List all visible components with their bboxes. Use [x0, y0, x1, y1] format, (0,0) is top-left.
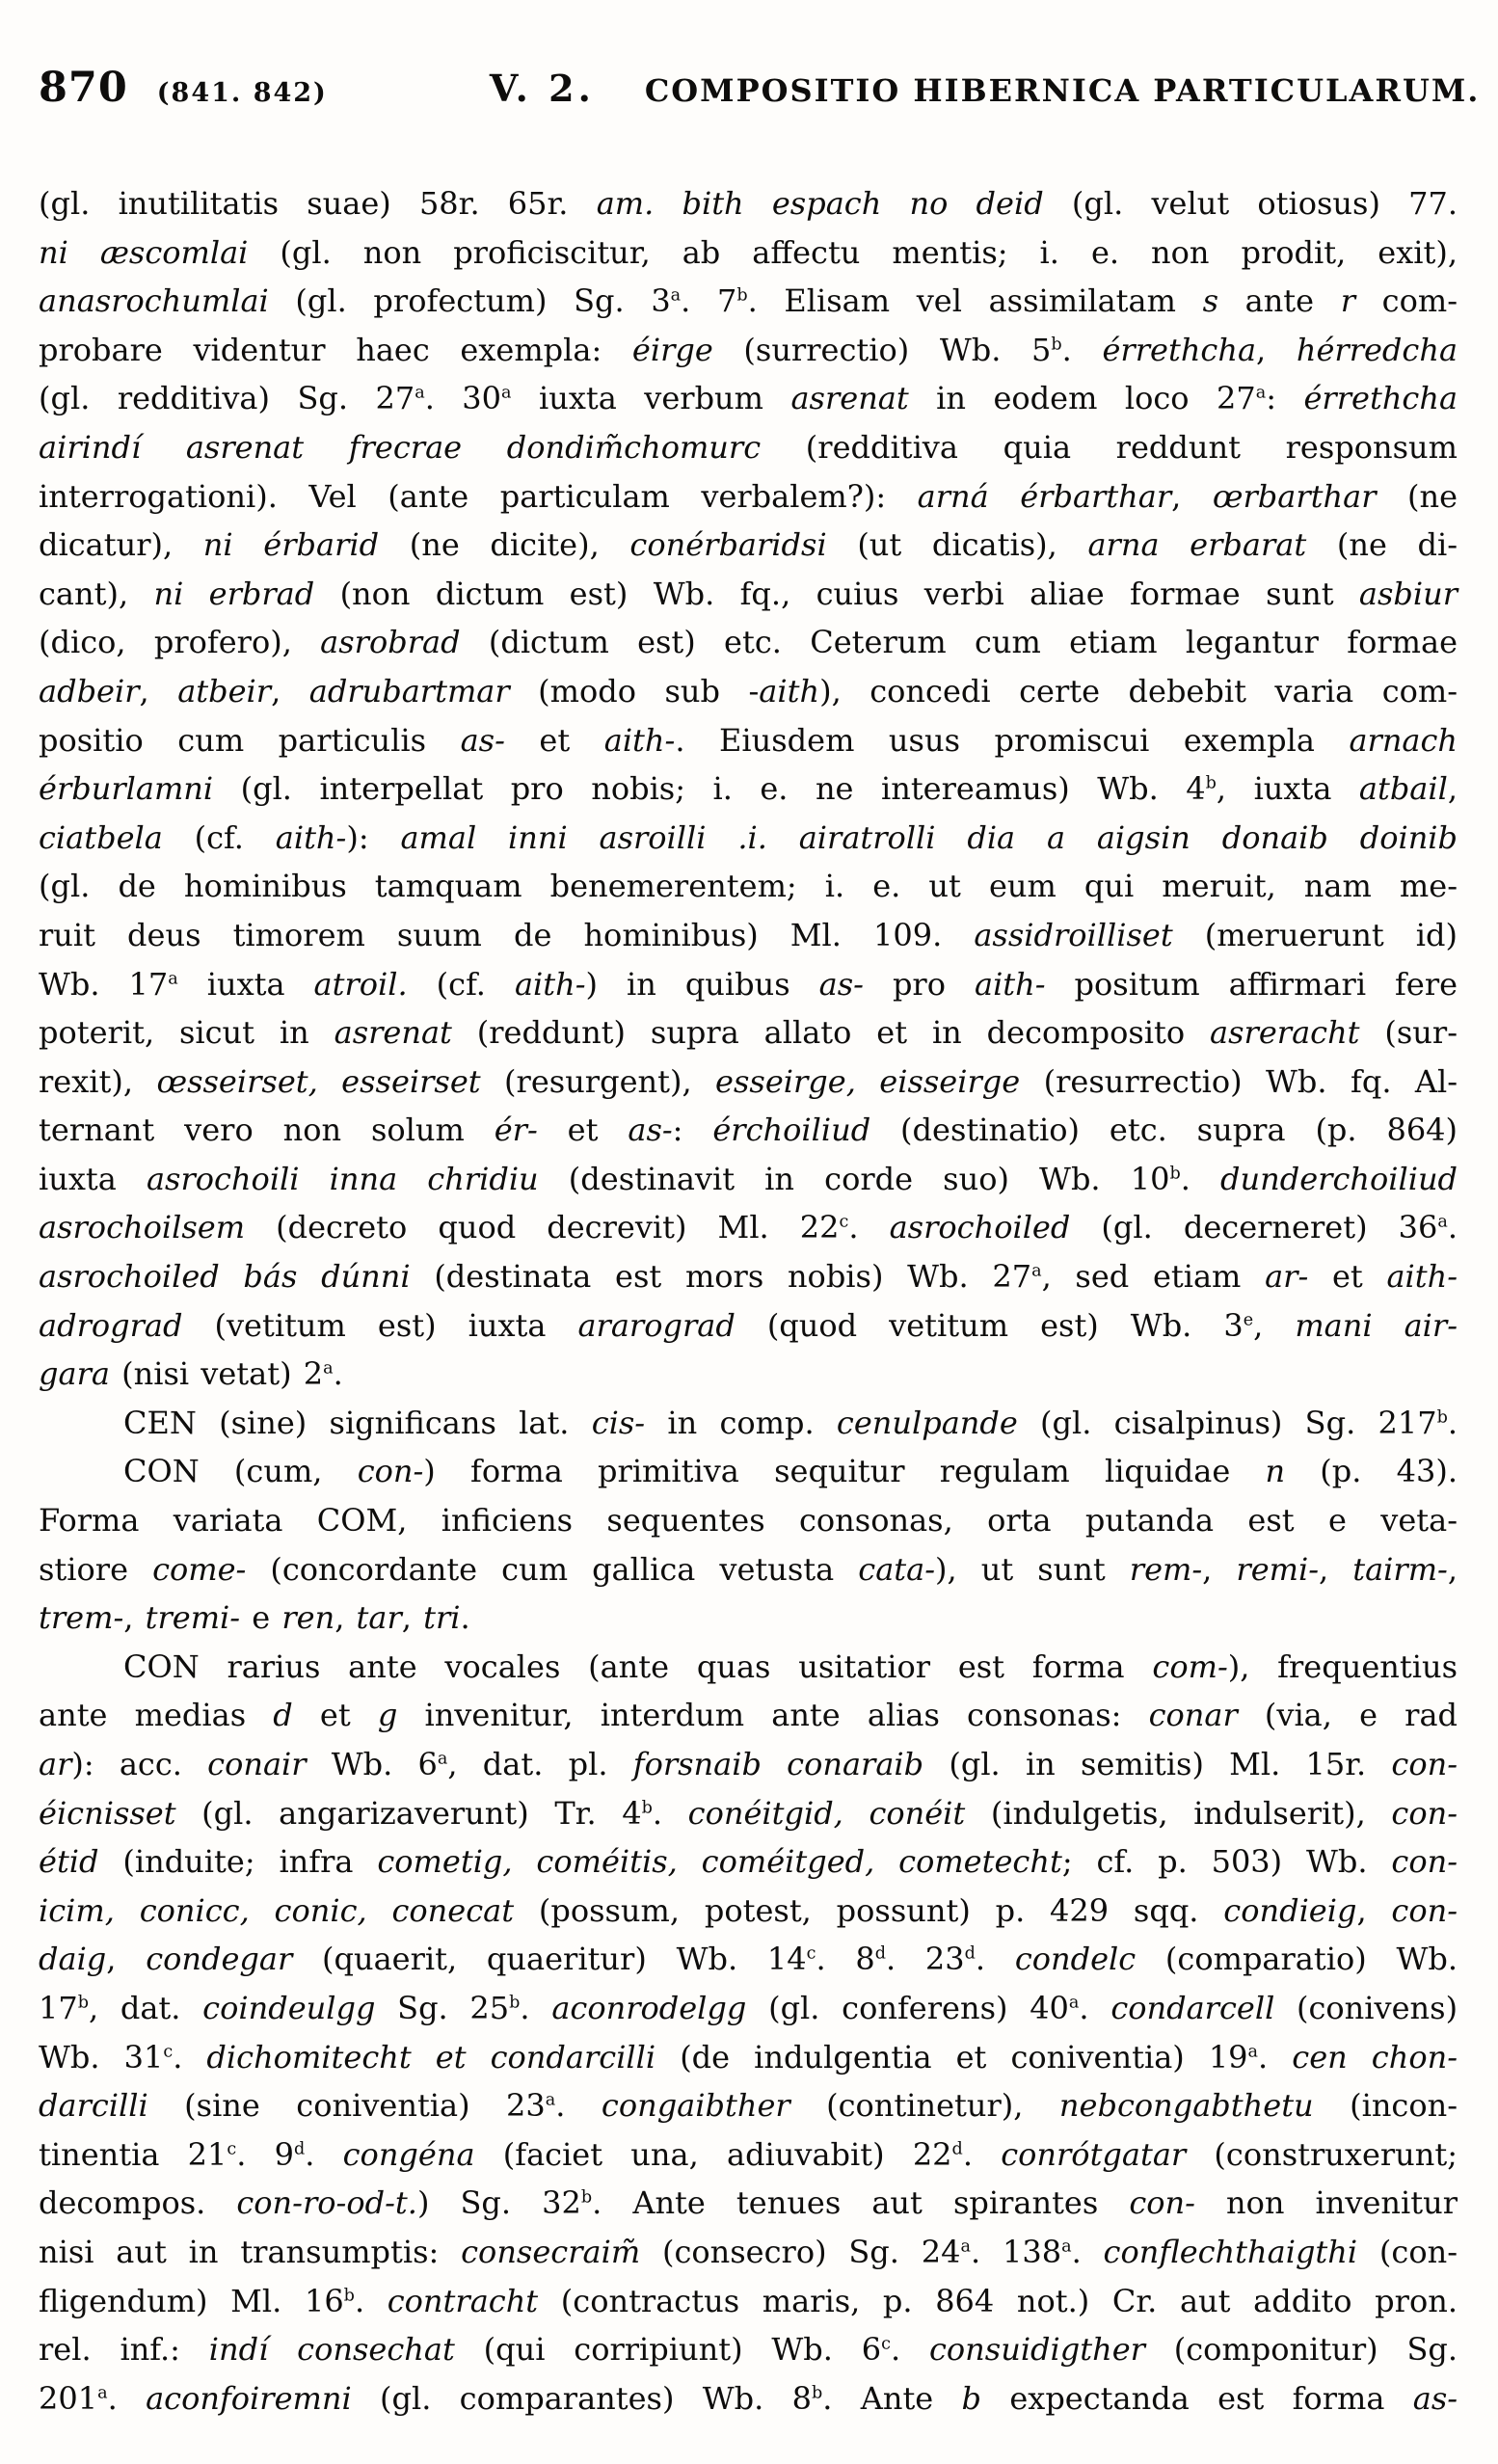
text-line: CON (cum, con-) forma primitiva sequitur regulam liquidae n (p. 43).: [123, 1453, 1458, 1490]
text-line: ciatbela (cf. aith-): amal inni asroilli .i. airatrolli dia a aigsin donaib doinib: [39, 818, 1458, 856]
text-line: ni æscomlai (gl. non proficiscitur, ab affectu mentis; i. e. non prodit, exit),: [39, 233, 1458, 271]
body-text: [39, 179, 1458, 2423]
text-line: étid (induite; infra cometig, coméitis, coméitged, cometecht; cf. p. 503) Wb. con-: [39, 1843, 1458, 1881]
paragraph: [39, 1447, 1458, 1642]
text-line: asrochoiled bás dúnni (destinata est mors nobis) Wb. 27$^a$, sed etiam ar- et aith-: [39, 1258, 1458, 1296]
text-line: dicatur), ni érbarid (ne dicite), conérbaridsi (ut dicatis), arna erbarat (ne di-: [39, 526, 1458, 564]
text-line: adbeir, atbeir, adrubartmar (modo sub -aith), concedi certe debebit varia com-: [39, 672, 1458, 710]
text-line: interrogationi). Vel (ante particulam verbalem?): arná érbarthar, œrbarthar (ne: [39, 477, 1458, 515]
text-line: icim, conicc, conic, conecat (possum, potest, possunt) p. 429 sqq. condieig, con-: [39, 1891, 1458, 1929]
text-line: tinentia 21$^c$. 9$^d$. congéna (faciet una, adiuvabit) 22$^d$. conrótgatar (construxerunt;: [39, 2135, 1458, 2173]
text-line: érburlamni (gl. interpellat pro nobis; i. e. ne intereamus) Wb. 4$^b$, iuxta atbail,: [39, 770, 1458, 808]
text-line: Wb. 31$^c$. dichomitecht et condarcilli (de indulgentia et coniventia) 19$^a$. cen chon-: [39, 2038, 1458, 2076]
page-header: [39, 64, 1481, 112]
text-line: (gl. redditiva) Sg. 27$^a$. 30$^a$ iuxta verbum asrenat in eodem loco 27$^a$: érrethcha: [39, 380, 1458, 417]
text-line: iuxta asrochoili inna chridiu (destinavit in corde suo) Wb. 10$^b$. dunderchoiliud: [39, 1160, 1458, 1197]
text-line: fligendum) Ml. 16$^b$. contracht (contractus maris, p. 864 not.) Cr. aut addito pron.: [39, 2282, 1458, 2319]
text-line: éicnisset (gl. angarizaverunt) Tr. 4$^b$. conéitgid, conéit (indulgetis, indulserit), con-: [39, 1794, 1458, 1832]
text-line: rexit), œsseirset, esseirset (resurgent), esseirge, eisseirge (resurrectio) Wb. fq. Al-: [39, 1062, 1458, 1100]
text-line: ternant vero non solum ér- et as-: érchoiliud (destinatio) etc. supra (p. 864): [39, 1111, 1458, 1149]
text-line: stiore come- (concordante cum gallica vetusta cata-), ut sunt rem-, remi-, tairm-,: [39, 1550, 1458, 1588]
text-line: gara (nisi vetat) 2$^a$.: [39, 1355, 343, 1393]
text-line: probare videntur haec exempla: éirge (surrectio) Wb. 5$^b$. érrethcha, hérredcha: [39, 331, 1458, 368]
text-line: nisi aut in transumptis: consecraim̃ (consecro) Sg. 24$^a$. 138$^a$. conflechthaigthi (con-: [39, 2233, 1458, 2270]
text-line: Wb. 17$^a$ iuxta atroil. (cf. aith-) in quibus as- pro aith- positum affirmari fere: [39, 965, 1458, 1003]
running-title: COMPOSITIO HIBERNICA PARTICULARUM.: [644, 72, 1481, 109]
text-line: trem-, tremi- e ren, tar, tri.: [39, 1599, 470, 1637]
text-line: ante medias d et g invenitur, interdum ante alias consonas: conar (via, e rad: [39, 1697, 1458, 1734]
text-line: positio cum particulis as- et aith-. Eiusdem usus promiscui exempla arnach: [39, 721, 1458, 759]
page-number: 870: [39, 64, 128, 112]
text-line: CEN (sine) significans lat. cis- in comp. cenulpande (gl. cisalpinus) Sg. 217$^b$.: [123, 1404, 1458, 1441]
text-line: asrochoilsem (decreto quod decrevit) Ml. 22$^c$. asrochoiled (gl. decerneret) 36$^a$.: [39, 1209, 1458, 1246]
text-line: (dico, profero), asrobrad (dictum est) etc. Ceterum cum etiam legantur formae: [39, 624, 1458, 661]
text-line: poterit, sicut in asrenat (reddunt) supra allato et in decomposito asreracht (sur-: [39, 1014, 1458, 1052]
paragraph: [39, 179, 1458, 1399]
text-line: 201$^a$. aconfoiremni (gl. comparantes) Wb. 8$^b$. Ante b expectanda est forma as-: [39, 2379, 1458, 2417]
text-line: CON rarius ante vocales (ante quas usitatior est forma com-), frequentius: [123, 1647, 1458, 1685]
text-line: decompos. con-ro-od-t.) Sg. 32$^b$. Ante tenues aut spirantes con- non invenitur: [39, 2184, 1458, 2222]
text-line: (gl. inutilitatis suae) 58r. 65r. am. bith espach no deid (gl. velut otiosus) 77.: [39, 185, 1458, 222]
text-line: Forma variata COM, inficiens sequentes consonas, orta putanda est e veta-: [39, 1502, 1458, 1540]
paragraph: [39, 1399, 1458, 1448]
folio-references: (841. 842): [156, 78, 328, 108]
text-line: daig, condegar (quaerit, quaeritur) Wb. 14$^c$. 8$^d$. 23$^d$. condelc (comparatio) Wb.: [39, 1941, 1458, 1978]
text-line: rel. inf.: indí consechat (qui corripiunt) Wb. 6$^c$. consuidigther (componitur) Sg.: [39, 2331, 1458, 2369]
text-line: (gl. de hominibus tamquam benemerentem; i. e. ut eum qui meruit, nam me-: [39, 868, 1458, 905]
text-line: darcilli (sine coniventia) 23$^a$. congaibther (continetur), nebcongabthetu (incon-: [39, 2087, 1458, 2125]
text-line: 17$^b$, dat. coindeulgg Sg. 25$^b$. aconrodelgg (gl. conferens) 40$^a$. condarcell (conivens): [39, 1989, 1458, 2026]
paragraph: [39, 1643, 1458, 2424]
text-line: adrograd (vetitum est) iuxta ararograd (quod vetitum est) Wb. 3e, mani air-: [39, 1306, 1458, 1344]
section-number: V. 2.: [489, 67, 595, 110]
text-line: ar): acc. conair Wb. 6$^a$, dat. pl. forsnaib conaraib (gl. in semitis) Ml. 15r. con-: [39, 1746, 1458, 1782]
text-line: ruit deus timorem suum de hominibus) Ml. 109. assidroilliset (meruerunt id): [39, 916, 1458, 953]
text-line: anasrochumlai (gl. profectum) Sg. 3$^a$. 7$^b$. Elisam vel assimilatam s ante r com-: [39, 282, 1458, 320]
text-line: airindí asrenat frecrae dondim̃chomurc (redditiva quia reddunt responsum: [39, 428, 1458, 466]
text-line: cant), ni erbrad (non dictum est) Wb. fq., cuius verbi aliae formae sunt asbiur: [39, 575, 1458, 612]
